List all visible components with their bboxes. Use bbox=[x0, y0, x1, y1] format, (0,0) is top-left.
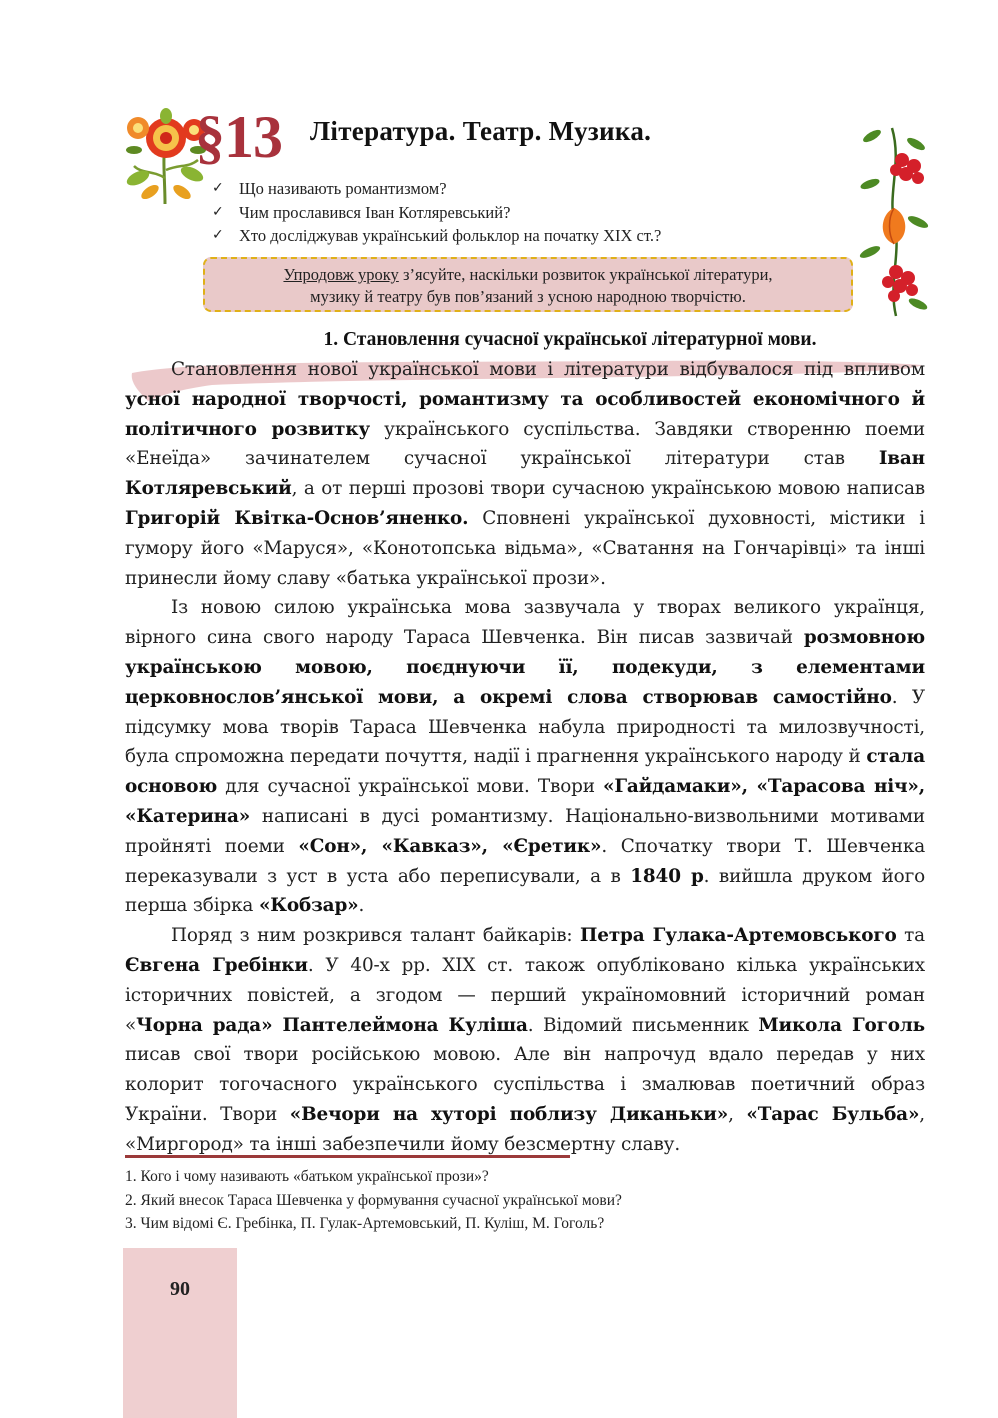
checkmark-icon: ✓ bbox=[212, 227, 224, 243]
text-run: та bbox=[896, 925, 925, 947]
task-line-1 bbox=[205, 264, 851, 286]
review-question: 2. Який внесок Тараса Шевченка у формування сучасної української мови? bbox=[125, 1191, 622, 1209]
intro-question-text: Що називають романтизмом? bbox=[239, 179, 447, 198]
intro-question bbox=[212, 177, 661, 201]
review-question: 1. Кого і чому називають «батьком української прози»? bbox=[125, 1168, 489, 1185]
bold-run: Іван Котляревський bbox=[125, 448, 925, 500]
text-run: . Відомий письменник bbox=[527, 1014, 759, 1036]
paragraph-2 bbox=[125, 593, 925, 921]
checkmark-icon: ✓ bbox=[212, 180, 224, 196]
bold-run: усної народної творчості, романтизму та особливостей економічного й політичного розвитку bbox=[125, 388, 925, 440]
paragraph-1 bbox=[125, 355, 925, 593]
text-run: . вийшла друком його перша збірка bbox=[125, 865, 926, 917]
section-digits: 13 bbox=[224, 104, 282, 170]
review-questions bbox=[125, 1165, 622, 1236]
viburnum-berry-ornament-icon bbox=[858, 122, 930, 318]
text-run: . У 40-х рр. XIX ст. також опубліковано кілька українських історичних повістей, а згодом — перший україномовний історичний роман « bbox=[125, 954, 925, 1036]
intro-question-text: Хто досліджував український фольклор на початку XIX ст.? bbox=[239, 226, 662, 245]
text-run: Сповнені української духовності, містики і гумору його «Маруся», «Конотопська відьма», «Сватання на Гончарівці» та інші принесли йому славу «батька української прози». bbox=[125, 507, 925, 589]
section-end-underline bbox=[125, 1155, 570, 1158]
bold-run: «Кобзар» bbox=[258, 895, 359, 917]
bold-run: Чорна рада» Пантелеймона Куліша bbox=[136, 1014, 528, 1036]
bold-run: Микола Гоголь bbox=[758, 1014, 925, 1036]
bold-run: 1840 р bbox=[630, 865, 704, 887]
text-run: Поряд з ним розкрився талант байкарів: bbox=[171, 925, 581, 947]
text-run: написані в дусі романтизму. Національно-визвольними мотивами пройняті поеми bbox=[125, 805, 925, 857]
subsection-heading: 1. Становлення сучасної української літературної мови. bbox=[323, 329, 817, 350]
text-run: . Спочатку твори Т. Шевченка переказували з уст в уста або переписували, а в bbox=[125, 835, 926, 887]
text-run: українського суспільства. Завдяки створенню поеми «Енеїда» зачинателем сучасної української літератури став bbox=[125, 418, 925, 470]
review-question: 3. Чим відомі Є. Гребінка, П. Гулак-Артемовський, П. Куліш, М. Гоголь? bbox=[125, 1215, 605, 1232]
text-run: . bbox=[358, 895, 365, 917]
intro-question bbox=[212, 224, 661, 248]
section-number bbox=[195, 104, 282, 170]
text-run: , bbox=[728, 1103, 747, 1125]
intro-questions bbox=[212, 177, 661, 248]
bold-run: Григорій Квітка-Основ’яненко. bbox=[125, 507, 469, 529]
bold-run: «Тарас Бульба» bbox=[746, 1103, 920, 1125]
text-run: Із новою силою українська мова зазвучала у творах великого українця, вірного сина свого народу Тараса Шевченка. Він писав зазвичай bbox=[125, 597, 925, 649]
paragraph-3 bbox=[125, 921, 925, 1159]
intro-question-text: Чим прославився Іван Котляревський? bbox=[239, 202, 511, 222]
bold-run: стала основою bbox=[125, 746, 925, 798]
bold-run: «Гайдамаки», «Тарасова ніч», «Катерина» bbox=[125, 776, 925, 827]
task-line-2: музику й театру був пов’язаний з усною народною творчістю. bbox=[310, 287, 746, 306]
lesson-task-box bbox=[203, 257, 853, 312]
bold-run: Петра Гулака-Артемовського bbox=[580, 925, 897, 947]
section-sign: § bbox=[195, 104, 224, 170]
main-text bbox=[125, 355, 925, 1160]
checkmark-icon: ✓ bbox=[212, 203, 224, 220]
text-run: , а от перші прозові твори сучасною українською мовою написав bbox=[291, 478, 925, 500]
task-underlined-text: Упродовж уроку bbox=[283, 265, 399, 284]
text-run: для сучасної української мови. Твори bbox=[217, 776, 604, 798]
intro-question bbox=[212, 201, 661, 225]
bold-run: Євгена Гребінки bbox=[125, 954, 308, 976]
text-run: . У підсумку мова творів Тараса Шевченка набула природності та милозвучності, була спроможна передати почуття, надії і прагнення українського народу й bbox=[125, 686, 925, 768]
bold-run: «Сон», «Кавказ», «Єретик» bbox=[298, 835, 602, 857]
bold-run: «Вечори на хуторі поблизу Диканьки» bbox=[289, 1103, 729, 1125]
page-title: Література. Театр. Музика. bbox=[310, 116, 652, 146]
task-text: з’ясуйте, наскільки розвиток української літератури, bbox=[398, 265, 773, 284]
page-number-band bbox=[123, 1248, 237, 1418]
text-run: , «Миргород» та інші забезпечили йому безсмертну славу. bbox=[125, 1103, 925, 1155]
text-run: Становлення нової української мови і літератури відбувалося під впливом bbox=[171, 359, 925, 380]
text-run: писав свої твори російською мовою. Але він напрочуд вдало передав у них колорит тогочасного українського суспільства і змалював поетичний образ України. Твори bbox=[125, 1044, 925, 1125]
page-number: 90 bbox=[170, 1278, 190, 1300]
bold-run: розмовною українською мовою, поєднуючи її, подекуди, з елементами церковнослов’янської мови, а окремі слова створював самостійно bbox=[125, 627, 925, 708]
